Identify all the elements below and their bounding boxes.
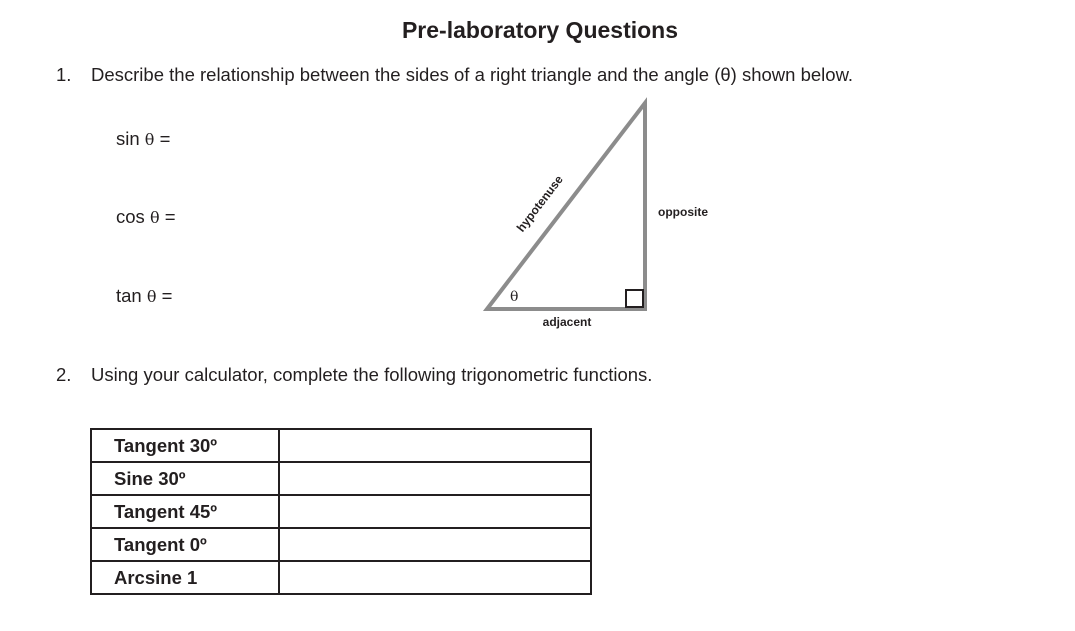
right-angle-marker — [626, 290, 643, 307]
question-1-number: 1. — [56, 64, 72, 85]
table-row — [91, 528, 591, 561]
sin-label: sin — [116, 128, 140, 149]
question-2-text: Using your calculator, complete the following trigonometric functions. — [91, 364, 653, 385]
opposite-label: opposite — [658, 205, 708, 219]
answer-cell[interactable] — [279, 561, 591, 594]
tan-theta: θ — [146, 287, 157, 306]
row-label: Arcsine 1 — [91, 561, 279, 594]
page-title: Pre-laboratory Questions — [401, 17, 679, 43]
hypotenuse-label: hypotenuse — [513, 172, 566, 235]
table-row — [91, 429, 591, 462]
row-label: Tangent 45º — [91, 495, 279, 528]
row-label: Tangent 0º — [91, 528, 279, 561]
table-row — [91, 561, 591, 594]
table-row — [91, 495, 591, 528]
angle-theta-label: θ — [510, 289, 519, 305]
tan-label: tan — [116, 285, 142, 306]
cos-theta: θ — [149, 208, 160, 227]
sin-theta: θ — [144, 130, 155, 149]
table-row — [91, 462, 591, 495]
tan-equals: = — [161, 285, 173, 306]
cos-equals: = — [164, 206, 176, 227]
row-label: Tangent 30º — [91, 429, 279, 462]
sin-equals: = — [159, 128, 171, 149]
adjacent-label: adjacent — [542, 315, 592, 329]
cos-label: cos — [116, 206, 145, 227]
row-label: Sine 30º — [91, 462, 279, 495]
answer-cell[interactable] — [279, 528, 591, 561]
question-2-number: 2. — [56, 364, 72, 385]
trig-functions-table — [90, 428, 592, 595]
triangle-shape — [487, 103, 645, 309]
answer-cell[interactable] — [279, 495, 591, 528]
answer-cell[interactable] — [279, 462, 591, 495]
answer-cell[interactable] — [279, 429, 591, 462]
question-1-text: Describe the relationship between the sides of a right triangle and the angle (θ) shown below. — [91, 64, 854, 85]
